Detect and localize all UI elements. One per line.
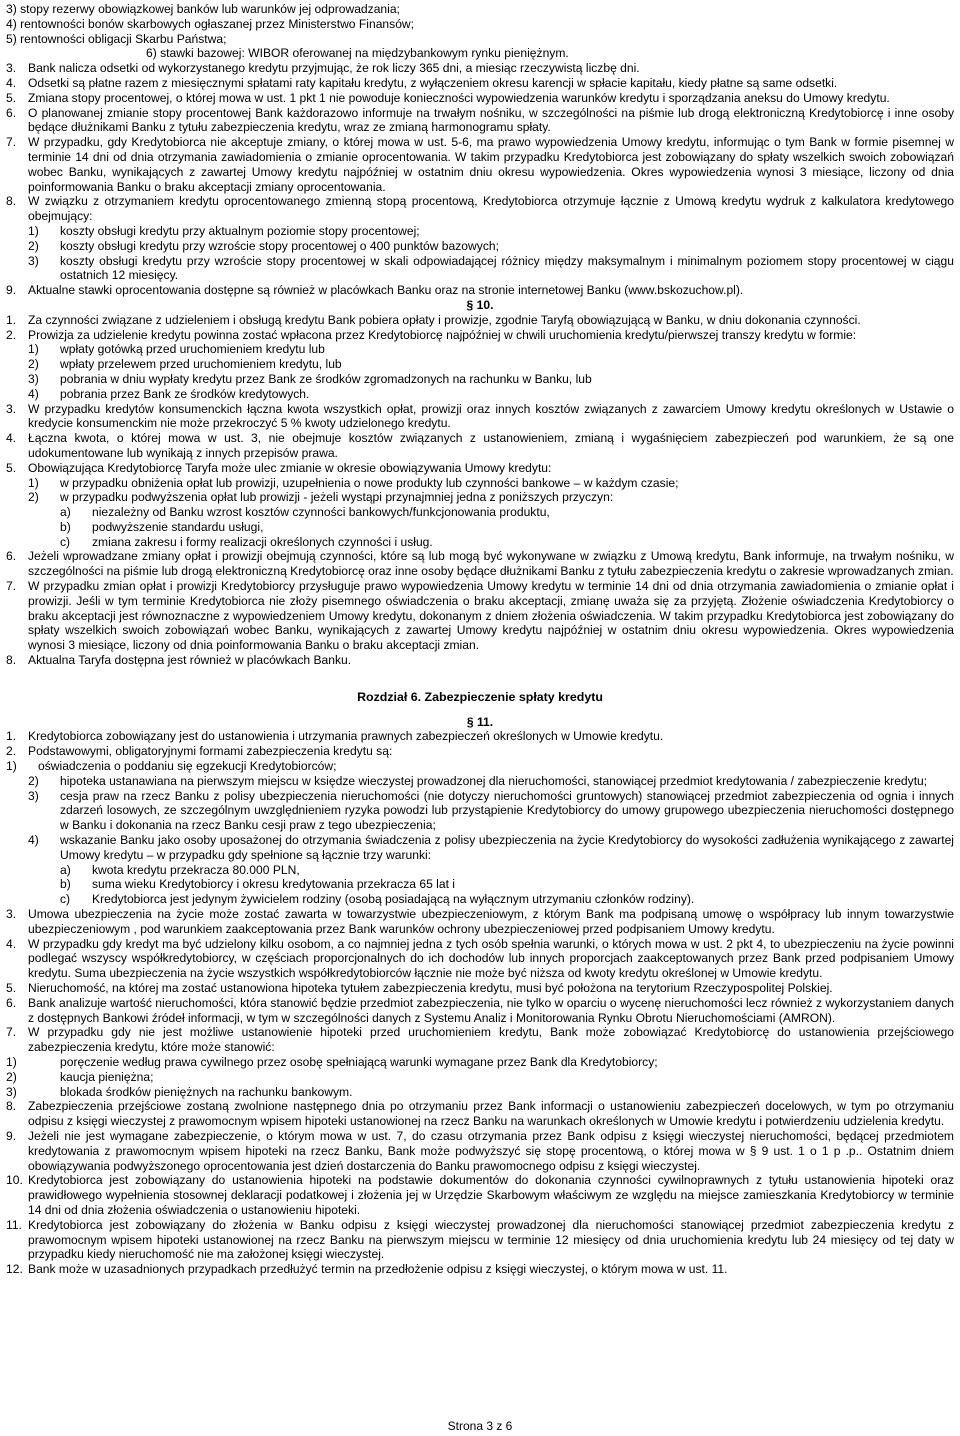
s11-item-4: 4. W przypadku gdy kredyt ma być udzielony kilku osobom, a co najmniej jedna z tych osób spełnia warunki, o których mowa w ust. 2 pkt 4, to ubezpieczeniu na życie powinni podlegać wszyscy współkredytobiorcy, w częściach proporcjonalnych do ich dochodów lub innych proporcjach zaakceptowanych przez Bank przed podpisaniem Umowy kredytu. Suma ubezpieczenia na życie wszystkich współkredytobiorców łącznie nie może być niższa od kwoty kredytu określonej w Umowie kredytu. [6, 936, 954, 981]
s11-item-2-sub-2: 2) hipoteka ustanawiana na pierwszym miejscu w księdze wieczystej prowadzonej dla nieruchomości, stanowiącej przedmiot kredytowania / zabezpieczenie kredytu; [28, 773, 928, 788]
s10-item-7: 7. W przypadku zmian opłat i prowizji Kredytobiorcy przysługuje prawo wypowiedzenia Umowy kredytu w terminie 14 dni od dnia otrzymania zawiadomienia o zmianie opłat i prowizji. Jeśli w tym terminie Kredytobiorca nie złoży pisemnego oświadczenia o braku akceptacji, zmianę uważa się za przyjętą. Złożenie oświadczenia Kredytobiorcy o braku akceptacji jest równoznaczne z wypowiedzeniem Umowy kredytu, dokonanym z dniem złożenia oświadczenia. W takim przypadku Kredytobiorca jest zobowiązany do spłaty wszelkich swoich zobowiązań wobec Banku, wynikających z zawartej Umowy kredytu najpóźniej w ostatnim dniu okresu wypowiedzenia. Okres wypowiedzenia wynosi 3 miesiące, liczony od dnia poinformowania Banku o braku akceptacji zmian. [6, 579, 954, 653]
page-number: Strona 3 z 6 [447, 1419, 513, 1433]
s11-item-2-sub-3: 3) cesja praw na rzecz Banku z polisy ubezpieczenia nieruchomości (nie dotyczy nieruchomości gruntowych) stanowiącej przedmiot zabezpieczenia od ognia i innych zdarzeń losowych, ze szczególnym uwzględnieniem ryzyka powodzi lub przystąpienie Kredytobiorcy do umowy grupowego ubezpieczenia nieruchomości dostępnego w Banku i dokonania na rzecz Banku cesji praw z tego ubezpieczenia; [28, 788, 954, 833]
s11-item-2-sub-4-a: a) kwota kredytu przekracza 80.000 PLN, [60, 862, 300, 877]
s9-item-9: 9. Aktualne stawki oprocentowania dostępne są również w placówkach Banku oraz na stronie internetowej Banku (www.bskozuchow.pl). [6, 283, 744, 298]
s11-item-7: 7. W przypadku gdy nie jest możliwe ustanowienie hipoteki przed uruchomieniem kredytu, Bank może zobowiązać Kredytobiorcę do ustanowienia przejściowego zabezpieczenia kredytu, które może stanowić: [6, 1025, 954, 1055]
s11-item-2: 2. Podstawowymi, obligatoryjnymi formami zabezpieczenia kredytu są: [6, 744, 393, 759]
section-10-title: § 10. [466, 297, 494, 312]
s10-item-5-sub-2-c: c) zmiana zakresu i formy realizacji określonych czynności i usług. [60, 534, 433, 549]
s10-item-2-sub-4: 4) pobrania przez Bank ze środków kredytowych. [28, 386, 310, 401]
s10-item-3: 3. W przypadku kredytów konsumenckich łączna kwota wszystkich opłat, prowizji oraz innych kosztów związanych z zawarciem Umowy kredytu określonych w Ustawie o kredycie konsumenckim nie może przekroczyć 5 % kwoty udzielonego kredytu. [6, 401, 954, 431]
s10-item-5-sub-2: 2) w przypadku podwyższenia opłat lub prowizji - jeżeli wystąpi przynajmniej jedna z poniższych przyczyn: [28, 490, 614, 505]
s10-item-2-sub-2: 2) wpłaty przelewem przed uruchomieniem kredytu, lub [28, 357, 342, 372]
rate-source-3: 3) stopy rezerwy obowiązkowej banków lub warunków jej odprowadzania; [6, 2, 400, 16]
chapter-title: Rozdział 6. Zabezpieczenie spłaty kredytu [357, 689, 603, 704]
s11-item-2-sub-1: 1) oświadczenia o poddaniu się egzekucji Kredytobiorców; [6, 759, 337, 774]
s10-item-1: 1. Za czynności związane z udzieleniem i obsługą kredytu Bank pobiera opłaty i prowizje, zgodnie Taryfą obowiązującą w Banku, w dniu dokonania czynności. [6, 312, 861, 327]
section-11-title: § 11. [466, 714, 494, 729]
rate-source-5: 5) rentowności obligacji Skarbu Państwa; [6, 31, 227, 46]
s10-item-4: 4. Łączna kwota, o której mowa w ust. 3, nie obejmuje kosztów związanych z ustanowieniem, zmianą i wygaśnięciem zabezpieczeń pod warunkiem, że są one udokumentowane lub wynikają z innych przepisów prawa. [6, 431, 954, 460]
s9-item-8-sub-1: 1) koszty obsługi kredytu przy aktualnym poziomie stopy procentowej; [28, 223, 420, 238]
s11-item-2-sub-4: 4) wskazanie Banku jako osoby uposażonej do otrzymania świadczenia z polisy ubezpieczenia na życie Kredytobiorcy do wysokości zadłużenia wynikającego z zawartej Umowy kredytu – w przypadku gdy spełnione są łącznie trzy warunki: [28, 833, 954, 862]
page-footer [0, 1419, 960, 1434]
s10-item-5-sub-2-b: b) podwyższenie standardu usługi, [60, 519, 264, 534]
s11-item-5: 5. Nieruchomość, na której ma zostać ustanowiona hipoteka tytułem zabezpieczenia kredytu, musi być położona na terytorium Rzeczypospolitej Polskiej. [6, 981, 833, 995]
s11-item-11: 11. Kredytobiorca jest zobowiązany do złożenia w Banku odpisu z księgi wieczystej prowadzonej dla nieruchomości stanowiącej przedmiot zabezpieczenia kredytu z prawomocnym wpisem hipoteki ustanowionej na rzecz Banku na pierwszym miejscu w terminie 12 miesięcy od dnia uruchomienia kredytu lub 24 miesięcy od tej daty w przypadku kiedy nieruchomość nie ma założonej księgi wieczystej. [6, 1217, 954, 1262]
s9-item-3: 3. Bank nalicza odsetki od wykorzystanego kredytu przyjmując, że rok liczy 365 dni, a miesiąc rzeczywistą liczbę dni. [6, 61, 640, 76]
s10-item-5-sub-1: 1) w przypadku obniżenia opłat lub prowizji, uzupełnienia o nowe produkty lub czynności bankowe – w każdym czasie; [28, 475, 679, 490]
s11-item-7-sub-3: 3) blokada środków pieniężnych na rachunku bankowym. [6, 1084, 353, 1099]
s11-item-9: 9. Jeżeli nie jest wymagane zabezpieczenie, o którym mowa w ust. 7, do czasu otrzymania przez Bank odpisu z księgi wieczystej nieruchomości, będącej przedmiotem kredytowania z prawomocnym wpisem hipoteki na rzecz Banku, Bank może podwyższyć się stopę procentową, o której mowa w § 9 ust. 1 o 1 p .p.. Ostatnim dniem obowiązywania podwyższonego oprocentowania jest dzień dostarczenia do Banku prawomocnego odpisu z księgi wieczystej. [6, 1128, 954, 1173]
s9-item-6: 6. O planowanej zmianie stopy procentowej Bank każdorazowo informuje na trwałym nośniku, w szczególności na piśmie lub drogą elektroniczną Kredytobiorcę i inne osoby będące dłużnikami Banku z tytułu zabezpieczenia kredytu, wraz ze zmianą harmonogramu spłaty. [6, 105, 954, 135]
s11-item-8: 8. Zabezpieczenia przejściowe zostaną zwolnione następnego dnia po otrzymaniu przez Bank informacji o ustanowieniu zabezpieczeń docelowych, w tym po otrzymaniu odpisu z księgi wieczystej z prawomocnym wpisem hipoteki ustanowionej na rzecz Banku na warunkach określonych w Umowie kredytu i potwierdzeniu udzielenia kredytu. [6, 1099, 954, 1129]
s10-item-2: 2. Prowizja za udzielenie kredytu powinna zostać wpłacona przez Kredytobiorcę najpóźniej w chwili uruchomienia kredytu/pierwszej transzy kredytu w formie: [6, 327, 857, 342]
s11-item-12: 12. Bank może w uzasadnionych przypadkach przedłużyć termin na przedłożenie odpisu z księgi wieczystej, o którym mowa w ust. 11. [6, 1262, 728, 1277]
rate-source-6: 6) stawki bazowej: WIBOR oferowanej na międzybankowym rynku pieniężnym. [146, 46, 569, 61]
s11-item-2-sub-4-b: b) suma wieku Kredytobiorcy i okresu kredytowania przekracza 65 lat i [60, 877, 455, 892]
rate-source-4: 4) rentowności bonów skarbowych ogłaszanej przez Ministerstwo Finansów; [6, 16, 415, 31]
s9-item-4: 4. Odsetki są płatne razem z miesięcznymi spłatami raty kapitału kredytu, z wyłączeniem okresu karencji w spłacie kapitału, kiedy płatne są same odsetki. [6, 75, 838, 90]
s11-item-7-sub-2: 2) kaucja pieniężna; [6, 1069, 154, 1084]
s11-item-7-sub-1: 1) poręczenie według prawa cywilnego przez osobę spełniającą warunki wymagane przez Bank dla Kredytobiorcy; [6, 1054, 658, 1069]
s9-item-7: 7. W przypadku, gdy Kredytobiorca nie akceptuje zmiany, o której mowa w ust. 5-6, ma prawo wypowiedzenia Umowy kredytu, informując o tym Bank w formie pisemnej w terminie 14 dni od dnia otrzymania zawiadomienia o zmianie oprocentowania. W takim przypadku Kredytobiorca jest zobowiązany do spłaty wszelkich swoich zobowiązań wobec Banku, wynikających z zawartej Umowy kredytu najpóźniej w ostatnim dniu okresu wypowiedzenia. Okres wypowiedzenia wynosi 3 miesiące, liczony od dnia poinformowania Banku o braku akceptacji zmiany oprocentowania. [6, 135, 954, 194]
s10-item-6: 6. Jeżeli wprowadzane zmiany opłat i prowizji obejmują czynności, które są lub mogą być wykonywane w związku z Umową kredytu, Bank informuje, na trwałym nośniku, w szczególności na piśmie lub drogą elektroniczną Kredytobiorcę oraz inne osoby będące dłużnikami Banku z tytułu zabezpieczenia kredytu o zakresie wprowadzanych zmian. [6, 549, 954, 579]
s10-item-2-sub-3: 3) pobrania w dniu wypłaty kredytu przez Bank ze środków zgromadzonych na rachunku w Banku, lub [28, 371, 592, 386]
s9-item-5: 5. Zmiana stopy procentowej, o której mowa w ust. 1 pkt 1 nie powoduje konieczności wypowiedzenia warunków kredytu i sporządzania aneksu do Umowy kredytu. [6, 90, 890, 105]
s9-item-8-sub-2: 2) koszty obsługi kredytu przy wzroście stopy procentowej o 400 punktów bazowych; [28, 238, 499, 253]
s11-item-2-sub-4-c: c) Kredytobiorca jest jedynym żywicielem rodziny (osobą posiadającą na wyłącznym utrzymaniu członków rodziny). [60, 892, 695, 907]
s9-item-8: 8. W związku z otrzymaniem kredytu oprocentowanego zmienną stopą procentową, Kredytobiorca otrzymuje łącznie z Umową kredytu wydruk z kalkulatora kredytowego obejmujący: [6, 194, 954, 224]
s11-item-1: 1. Kredytobiorca zobowiązany jest do ustanowienia i utrzymania prawnych zabezpieczeń określonych w Umowie kredytu. [6, 729, 664, 744]
s11-item-10: 10. Kredytobiorca jest zobowiązany do ustanowienia hipoteki na podstawie dokumentów do dokonania czynności cywilnoprawnych z tytułu ustanowienia hipoteki oraz prawidłowego wypełnienia stosownej deklaracji podatkowej i złożenia jej w Urzędzie Skarbowym właściwym ze względu na miejsce zamieszkania Kredytobiorcy w terminie 14 dni od dnia złożenia oświadczenia o ustanowieniu hipoteki. [6, 1173, 954, 1217]
s10-item-2-sub-1: 1) wpłaty gotówką przed uruchomieniem kredytu lub [28, 342, 325, 357]
s10-item-8: 8. Aktualna Taryfa dostępna jest również w placówkach Banku. [6, 653, 352, 668]
s10-item-5-sub-2-a: a) niezależny od Banku wzrost kosztów czynności bankowych/funkcjonowania produktu, [60, 505, 550, 520]
s11-item-6: 6. Bank analizuje wartość nieruchomości, która stanowić będzie przedmiot zabezpieczenia, nie tylko w oparciu o wycenę nieruchomości lecz również z wykorzystaniem danych z dostępnych Bankowi źródeł informacji, w tym w szczególności danych z Systemu Analiz i Monitorowania Rynku Obrotu Nieruchomościami (AMRON). [6, 995, 954, 1025]
s10-item-5: 5. Obowiązująca Kredytobiorcę Taryfa może ulec zmianie w okresie obowiązywania Umowy kredytu: [6, 460, 552, 475]
s11-item-3: 3. Umowa ubezpieczenia na życie może zostać zawarta w towarzystwie ubezpieczeniowym, z którym Bank ma podpisaną umowę o współpracy lub innym towarzystwie ubezpieczeniowym , pod warunkiem zaakceptowania przez Bank warunków ochrony ubezpieczeniowej przed podpisaniem Umowy kredytu. [6, 907, 954, 936]
s9-item-8-sub-3: 3) koszty obsługi kredytu przy wzroście stopy procentowej w skali odpowiadającej różnicy między maksymalnym i minimalnym poziomem stopy procentowej w ciągu ostatnich 12 miesięcy. [28, 253, 954, 283]
